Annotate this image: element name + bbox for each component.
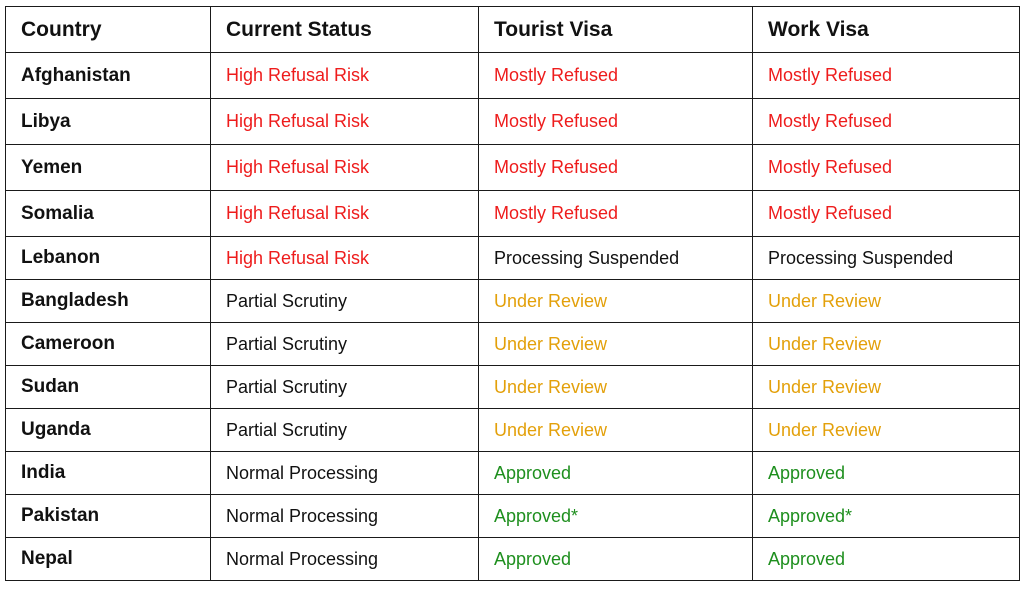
work-visa-cell: Under Review [753,366,1020,409]
status-cell: Partial Scrutiny [211,280,479,323]
country-cell: India [6,452,211,495]
column-header-work-visa: Work Visa [753,7,1020,53]
country-cell: Libya [6,99,211,145]
tourist-visa-cell: Mostly Refused [479,145,753,191]
status-cell: Partial Scrutiny [211,409,479,452]
work-visa-cell: Mostly Refused [753,191,1020,237]
table-row [6,452,1020,495]
table-row [6,99,1020,145]
status-cell: Partial Scrutiny [211,323,479,366]
status-cell: High Refusal Risk [211,53,479,99]
tourist-visa-cell: Under Review [479,409,753,452]
status-cell: Normal Processing [211,452,479,495]
country-cell: Pakistan [6,495,211,538]
country-cell: Cameroon [6,323,211,366]
tourist-visa-cell: Under Review [479,280,753,323]
column-header-tourist-visa: Tourist Visa [479,7,753,53]
country-cell: Bangladesh [6,280,211,323]
work-visa-cell: Under Review [753,280,1020,323]
tourist-visa-cell: Processing Suspended [479,237,753,280]
country-cell: Lebanon [6,237,211,280]
tourist-visa-cell: Under Review [479,366,753,409]
column-header-current-status: Current Status [211,7,479,53]
work-visa-cell: Under Review [753,409,1020,452]
visa-status-table [5,6,1020,581]
table-row [6,366,1020,409]
country-cell: Uganda [6,409,211,452]
country-cell: Afghanistan [6,53,211,99]
table-row [6,409,1020,452]
table-row [6,538,1020,581]
table-row [6,191,1020,237]
status-cell: High Refusal Risk [211,191,479,237]
tourist-visa-cell: Under Review [479,323,753,366]
status-cell: High Refusal Risk [211,145,479,191]
work-visa-cell: Mostly Refused [753,53,1020,99]
work-visa-cell: Mostly Refused [753,99,1020,145]
country-cell: Sudan [6,366,211,409]
status-cell: Normal Processing [211,538,479,581]
country-cell: Somalia [6,191,211,237]
status-cell: Normal Processing [211,495,479,538]
status-cell: Partial Scrutiny [211,366,479,409]
table-row [6,280,1020,323]
column-header-country: Country [6,7,211,53]
tourist-visa-cell: Approved [479,538,753,581]
tourist-visa-cell: Mostly Refused [479,191,753,237]
tourist-visa-cell: Mostly Refused [479,99,753,145]
work-visa-cell: Processing Suspended [753,237,1020,280]
work-visa-cell: Mostly Refused [753,145,1020,191]
table-row [6,53,1020,99]
table-row [6,145,1020,191]
table-header-row [6,7,1020,53]
work-visa-cell: Approved [753,538,1020,581]
country-cell: Yemen [6,145,211,191]
tourist-visa-cell: Approved* [479,495,753,538]
tourist-visa-cell: Mostly Refused [479,53,753,99]
work-visa-cell: Approved [753,452,1020,495]
table-row [6,237,1020,280]
table-row [6,323,1020,366]
work-visa-cell: Under Review [753,323,1020,366]
work-visa-cell: Approved* [753,495,1020,538]
table-row [6,495,1020,538]
status-cell: High Refusal Risk [211,99,479,145]
tourist-visa-cell: Approved [479,452,753,495]
status-cell: High Refusal Risk [211,237,479,280]
country-cell: Nepal [6,538,211,581]
